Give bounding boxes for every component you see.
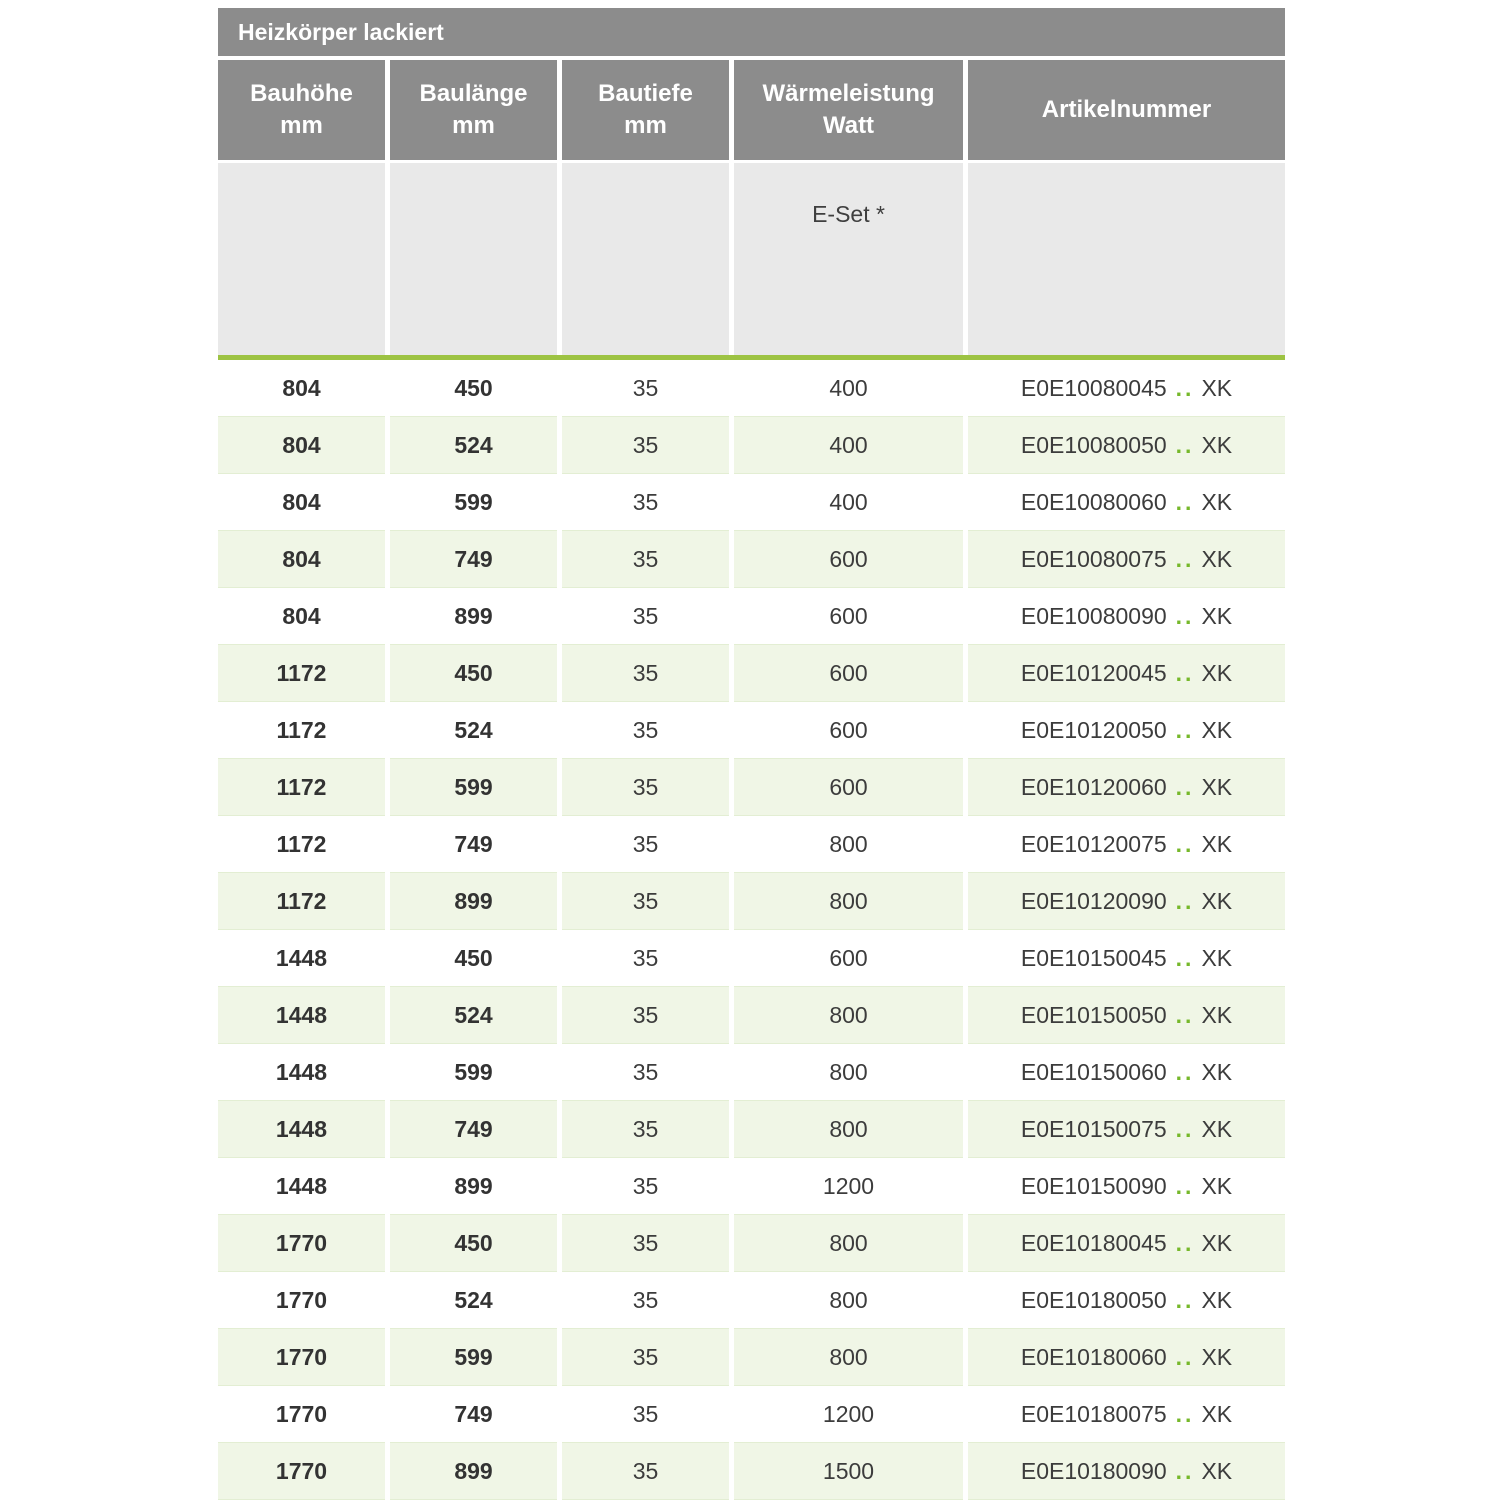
cell-bautiefe: 35 — [562, 588, 729, 645]
cell-artikelnummer — [968, 588, 1285, 645]
cell-bauhoehe: 1172 — [218, 645, 385, 702]
cell-waermeleistung: 800 — [734, 873, 963, 930]
column-header-baulaenge — [390, 60, 557, 160]
cell-waermeleistung: 400 — [734, 474, 963, 531]
cell-waermeleistung: 800 — [734, 1215, 963, 1272]
article-number-prefix: E0E10120045 — [1020, 659, 1167, 686]
subheader-cell-bauhoehe — [218, 163, 385, 355]
subheader-cell-bautiefe — [562, 163, 729, 355]
cell-waermeleistung: 800 — [734, 1272, 963, 1329]
cell-artikelnummer — [968, 1443, 1285, 1500]
article-number-prefix: E0E10150075 — [1020, 1115, 1167, 1142]
column-header-row — [218, 60, 1285, 160]
cell-waermeleistung: 800 — [734, 1329, 963, 1386]
cell-waermeleistung: 1500 — [734, 1443, 963, 1500]
cell-artikelnummer — [968, 1215, 1285, 1272]
article-number-dots: .. — [1175, 488, 1195, 515]
cell-bautiefe: 35 — [562, 360, 729, 417]
cell-baulaenge: 450 — [390, 1215, 557, 1272]
cell-waermeleistung: 800 — [734, 816, 963, 873]
column-label: Artikelnummer — [1041, 96, 1212, 124]
article-number-suffix: XK — [1201, 1229, 1233, 1256]
article-number-dots: .. — [1175, 1058, 1195, 1085]
article-number-dots: .. — [1175, 659, 1195, 686]
product-spec-table — [218, 8, 1285, 1500]
cell-baulaenge: 450 — [390, 360, 557, 417]
subheader-row — [218, 163, 1285, 355]
cell-waermeleistung: 600 — [734, 930, 963, 987]
article-number-prefix: E0E10180050 — [1020, 1286, 1167, 1313]
column-header-bautiefe — [562, 60, 729, 160]
cell-bautiefe: 35 — [562, 1101, 729, 1158]
cell-waermeleistung: 1200 — [734, 1386, 963, 1443]
article-number-prefix: E0E10180090 — [1020, 1457, 1167, 1484]
cell-artikelnummer — [968, 360, 1285, 417]
cell-bauhoehe: 1770 — [218, 1386, 385, 1443]
cell-bautiefe: 35 — [562, 1158, 729, 1215]
cell-waermeleistung: 1200 — [734, 1158, 963, 1215]
eset-label: E-Set * — [812, 201, 885, 227]
cell-baulaenge: 599 — [390, 474, 557, 531]
cell-bautiefe: 35 — [562, 1215, 729, 1272]
article-number-prefix: E0E10150050 — [1020, 1001, 1167, 1028]
cell-artikelnummer — [968, 816, 1285, 873]
subheader-cell-eset — [734, 163, 963, 355]
cell-baulaenge: 749 — [390, 531, 557, 588]
cell-bauhoehe: 1448 — [218, 1158, 385, 1215]
cell-bautiefe: 35 — [562, 645, 729, 702]
article-number-suffix: XK — [1201, 545, 1233, 572]
column-header-waermeleistung — [734, 60, 963, 160]
article-number-prefix: E0E10120060 — [1020, 773, 1167, 800]
cell-waermeleistung: 400 — [734, 360, 963, 417]
cell-baulaenge: 524 — [390, 417, 557, 474]
article-number-prefix: E0E10080050 — [1020, 431, 1167, 458]
cell-artikelnummer — [968, 987, 1285, 1044]
cell-artikelnummer — [968, 474, 1285, 531]
cell-artikelnummer — [968, 1386, 1285, 1443]
article-number-prefix: E0E10080090 — [1020, 602, 1167, 629]
cell-waermeleistung: 800 — [734, 1101, 963, 1158]
cell-bauhoehe: 1770 — [218, 1272, 385, 1329]
cell-baulaenge: 899 — [390, 1158, 557, 1215]
cell-bauhoehe: 1770 — [218, 1215, 385, 1272]
article-number-suffix: XK — [1201, 1115, 1233, 1142]
cell-bauhoehe: 1448 — [218, 1101, 385, 1158]
article-number-suffix: XK — [1201, 431, 1233, 458]
column-unit: mm — [624, 112, 667, 139]
article-number-suffix: XK — [1201, 716, 1233, 743]
cell-bauhoehe: 804 — [218, 531, 385, 588]
cell-baulaenge: 599 — [390, 1044, 557, 1101]
article-number-dots: .. — [1175, 1343, 1195, 1370]
article-number-dots: .. — [1175, 944, 1195, 971]
cell-waermeleistung: 600 — [734, 702, 963, 759]
cell-waermeleistung: 600 — [734, 759, 963, 816]
column-label: Bautiefe — [598, 80, 693, 108]
article-number-dots: .. — [1175, 830, 1195, 857]
cell-bautiefe: 35 — [562, 531, 729, 588]
article-number-suffix: XK — [1201, 1343, 1233, 1370]
cell-baulaenge: 524 — [390, 987, 557, 1044]
column-label: Baulänge — [419, 80, 528, 108]
column-unit: mm — [452, 112, 495, 139]
article-number-prefix: E0E10180045 — [1020, 1229, 1167, 1256]
article-number-prefix: E0E10150090 — [1020, 1172, 1167, 1199]
cell-baulaenge: 524 — [390, 702, 557, 759]
cell-baulaenge: 450 — [390, 930, 557, 987]
article-number-suffix: XK — [1201, 1286, 1233, 1313]
cell-bauhoehe: 804 — [218, 474, 385, 531]
article-number-prefix: E0E10150060 — [1020, 1058, 1167, 1085]
article-number-suffix: XK — [1201, 1172, 1233, 1199]
article-number-prefix: E0E10120090 — [1020, 887, 1167, 914]
cell-bautiefe: 35 — [562, 873, 729, 930]
article-number-prefix: E0E10180075 — [1020, 1400, 1167, 1427]
cell-waermeleistung: 800 — [734, 1044, 963, 1101]
cell-bautiefe: 35 — [562, 702, 729, 759]
article-number-dots: .. — [1175, 773, 1195, 800]
table-title-bar — [218, 8, 1285, 56]
cell-bautiefe: 35 — [562, 816, 729, 873]
cell-baulaenge: 899 — [390, 588, 557, 645]
subheader-cell-baulaenge — [390, 163, 557, 355]
article-number-suffix: XK — [1201, 773, 1233, 800]
article-number-prefix: E0E10080075 — [1020, 545, 1167, 572]
article-number-prefix: E0E10120050 — [1020, 716, 1167, 743]
article-number-suffix: XK — [1201, 1400, 1233, 1427]
cell-baulaenge: 599 — [390, 759, 557, 816]
cell-bautiefe: 35 — [562, 1044, 729, 1101]
article-number-suffix: XK — [1201, 488, 1233, 515]
cell-baulaenge: 749 — [390, 1101, 557, 1158]
column-header-bauhoehe — [218, 60, 385, 160]
cell-artikelnummer — [968, 1329, 1285, 1386]
cell-artikelnummer — [968, 930, 1285, 987]
article-number-dots: .. — [1175, 602, 1195, 629]
cell-bauhoehe: 804 — [218, 588, 385, 645]
article-number-dots: .. — [1175, 1001, 1195, 1028]
article-number-prefix: E0E10080060 — [1020, 488, 1167, 515]
article-number-suffix: XK — [1201, 602, 1233, 629]
column-header-artikelnummer — [968, 60, 1285, 160]
article-number-dots: .. — [1175, 431, 1195, 458]
article-number-prefix: E0E10150045 — [1020, 944, 1167, 971]
cell-baulaenge: 899 — [390, 1443, 557, 1500]
cell-artikelnummer — [968, 1044, 1285, 1101]
cell-bauhoehe: 1448 — [218, 987, 385, 1044]
article-number-dots: .. — [1175, 716, 1195, 743]
cell-bauhoehe: 1770 — [218, 1329, 385, 1386]
cell-bautiefe: 35 — [562, 474, 729, 531]
cell-artikelnummer — [968, 645, 1285, 702]
article-number-suffix: XK — [1201, 1457, 1233, 1484]
cell-artikelnummer — [968, 702, 1285, 759]
article-number-dots: .. — [1175, 1115, 1195, 1142]
article-number-dots: .. — [1175, 1229, 1195, 1256]
cell-baulaenge: 749 — [390, 1386, 557, 1443]
cell-waermeleistung: 800 — [734, 987, 963, 1044]
cell-bauhoehe: 1448 — [218, 1044, 385, 1101]
cell-bauhoehe: 1172 — [218, 816, 385, 873]
cell-artikelnummer — [968, 1101, 1285, 1158]
cell-bauhoehe: 804 — [218, 417, 385, 474]
cell-artikelnummer — [968, 1272, 1285, 1329]
cell-baulaenge: 749 — [390, 816, 557, 873]
cell-artikelnummer — [968, 1158, 1285, 1215]
article-number-prefix: E0E10180060 — [1020, 1343, 1167, 1370]
cell-bauhoehe: 1172 — [218, 873, 385, 930]
article-number-suffix: XK — [1201, 830, 1233, 857]
cell-artikelnummer — [968, 531, 1285, 588]
article-number-prefix: E0E10080045 — [1020, 374, 1167, 401]
cell-baulaenge: 524 — [390, 1272, 557, 1329]
cell-bauhoehe: 1172 — [218, 759, 385, 816]
cell-bauhoehe: 1770 — [218, 1443, 385, 1500]
column-label: Wärmeleistung — [762, 80, 935, 108]
cell-bautiefe: 35 — [562, 1272, 729, 1329]
article-number-suffix: XK — [1201, 659, 1233, 686]
cell-bautiefe: 35 — [562, 930, 729, 987]
article-number-prefix: E0E10120075 — [1020, 830, 1167, 857]
cell-waermeleistung: 600 — [734, 531, 963, 588]
column-unit: Watt — [822, 112, 875, 139]
article-number-dots: .. — [1175, 1400, 1195, 1427]
article-number-dots: .. — [1175, 545, 1195, 572]
cell-baulaenge: 450 — [390, 645, 557, 702]
article-number-dots: .. — [1175, 374, 1195, 401]
article-number-dots: .. — [1175, 1172, 1195, 1199]
cell-bautiefe: 35 — [562, 759, 729, 816]
cell-bauhoehe: 1448 — [218, 930, 385, 987]
cell-bauhoehe: 804 — [218, 360, 385, 417]
cell-artikelnummer — [968, 417, 1285, 474]
cell-artikelnummer — [968, 759, 1285, 816]
article-number-dots: .. — [1175, 1457, 1195, 1484]
article-number-suffix: XK — [1201, 944, 1233, 971]
table-title: Heizkörper lackiert — [238, 18, 444, 45]
subheader-cell-artikelnummer — [968, 163, 1285, 355]
article-number-suffix: XK — [1201, 1058, 1233, 1085]
article-number-dots: .. — [1175, 887, 1195, 914]
cell-bautiefe: 35 — [562, 1443, 729, 1500]
cell-bauhoehe: 1172 — [218, 702, 385, 759]
cell-waermeleistung: 600 — [734, 645, 963, 702]
table-body — [218, 360, 1285, 1500]
article-number-suffix: XK — [1201, 374, 1233, 401]
article-number-suffix: XK — [1201, 887, 1233, 914]
cell-baulaenge: 599 — [390, 1329, 557, 1386]
article-number-dots: .. — [1175, 1286, 1195, 1313]
cell-bautiefe: 35 — [562, 417, 729, 474]
cell-waermeleistung: 400 — [734, 417, 963, 474]
cell-waermeleistung: 600 — [734, 588, 963, 645]
cell-bautiefe: 35 — [562, 1386, 729, 1443]
column-label: Bauhöhe — [250, 80, 353, 108]
cell-artikelnummer — [968, 873, 1285, 930]
article-number-suffix: XK — [1201, 1001, 1233, 1028]
cell-bautiefe: 35 — [562, 1329, 729, 1386]
cell-baulaenge: 899 — [390, 873, 557, 930]
cell-bautiefe: 35 — [562, 987, 729, 1044]
column-unit: mm — [280, 112, 323, 139]
